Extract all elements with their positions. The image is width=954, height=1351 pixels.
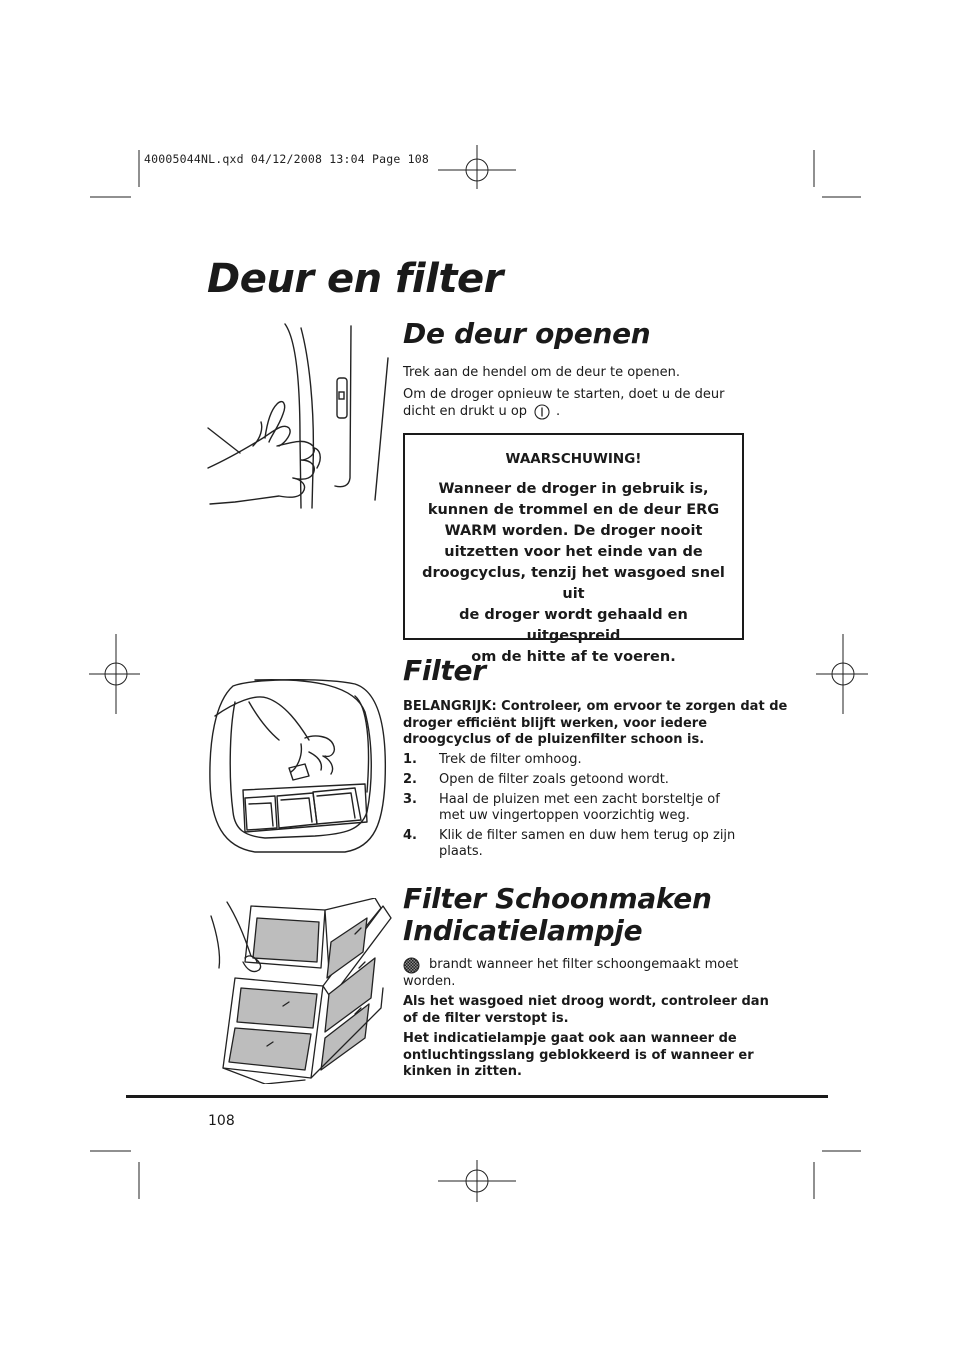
warning-box [403, 433, 744, 665]
filter-important-line: BELANGRIJK: Controleer, om ervoor te zorgen dat de [403, 699, 788, 714]
filter-section-heading: Filter [403, 654, 486, 687]
warning-line: WARM worden. De droger nooit [444, 523, 703, 539]
filter-step-line: plaats. [439, 844, 483, 859]
filter-important-line: droger efficiënt blijft werken, voor iedere [403, 715, 708, 731]
door-restart-text-before-icon: dicht en drukt u op [403, 404, 528, 419]
filter-step-number: 4. [403, 828, 417, 843]
indicator-note-line: Het indicatielampje gaat ook aan wanneer de [403, 1031, 737, 1046]
filter-step [403, 752, 748, 768]
indicator-description-line1 [403, 957, 748, 974]
filter-step [403, 828, 748, 860]
indicator-description-text: brandt wanneer het filter schoongemaakt moet [429, 957, 739, 973]
file-slug: 40005044NL.qxd 04/12/2008 13:04 Page 108 [144, 152, 429, 166]
indicator-section-heading [403, 883, 712, 947]
warning-line: om de hitte af te voeren. [471, 649, 676, 665]
warning-title: WAARSCHUWING! [505, 451, 642, 467]
power-button-icon [534, 404, 550, 420]
door-section-heading: De deur openen [403, 317, 651, 350]
filter-cleaning-illustration [205, 898, 395, 1084]
page-title: Deur en filter [207, 256, 503, 302]
warning-line: droogcyclus, tenzij het wasgoed snel uit [422, 565, 725, 602]
warning-line: de droger wordt gehaald en uitgespreid [459, 607, 688, 644]
filter-step-number: 1. [403, 752, 417, 767]
filter-step-text [439, 792, 720, 824]
filter-step-text [439, 752, 582, 768]
indicator-description [403, 957, 748, 991]
warning-line: kunnen de trommel en de deur ERG [427, 502, 720, 518]
indicator-heading-line: Filter Schoonmaken [403, 882, 712, 915]
filter-step-number: 3. [403, 792, 417, 807]
door-restart-text-after-icon: . [556, 404, 561, 419]
page-number: 108 [208, 1113, 235, 1129]
filter-important-line: droogcyclus of de pluizenfilter schoon is. [403, 732, 705, 747]
filter-step-line: met uw vingertoppen voorzichtig weg. [439, 808, 690, 823]
filter-step-line: Klik de filter samen en duw hem terug op zijn [439, 828, 736, 843]
door-restart-text-line1: Om de droger opnieuw te starten, doet u de deur [403, 387, 725, 402]
filter-step-line: Trek de filter omhoog. [439, 752, 582, 767]
indicator-note-hose [403, 1031, 754, 1081]
filter-indicator-icon [403, 957, 420, 974]
indicator-note-line: of de filter verstopt is. [403, 1010, 569, 1026]
filter-step [403, 792, 748, 824]
indicator-heading-line: Indicatielampje [403, 914, 643, 948]
warning-body [419, 479, 728, 668]
footer-rule [126, 1095, 828, 1098]
door-instruction-text: Trek aan de hendel om de deur te openen. [403, 365, 681, 380]
filter-step-line: Open de filter zoals getoond wordt. [439, 772, 669, 787]
indicator-note-line: Als het wasgoed niet droog wordt, controleer dan [403, 994, 769, 1009]
warning-line: Wanneer de droger in gebruik is, [438, 481, 709, 497]
filter-step [403, 772, 748, 788]
filter-step-text [439, 828, 735, 860]
door-opening-illustration [205, 318, 395, 510]
indicator-note-line: kinken in zitten. [403, 1064, 522, 1079]
filter-step-number: 2. [403, 772, 417, 787]
filter-step-line: Haal de pluizen met een zacht borsteltje of [439, 792, 720, 807]
indicator-note-line: ontluchtingsslang geblokkeerd is of wanneer er [403, 1047, 754, 1063]
door-restart-text-line2 [403, 403, 560, 420]
filter-steps-list [403, 752, 748, 864]
indicator-note-clogged [403, 994, 769, 1027]
filter-removal-illustration [205, 672, 391, 856]
indicator-description-cont: worden. [403, 974, 456, 989]
filter-important-note [403, 699, 787, 749]
warning-line: uitzetten voor het einde van de [444, 544, 703, 560]
filter-step-text [439, 772, 669, 788]
